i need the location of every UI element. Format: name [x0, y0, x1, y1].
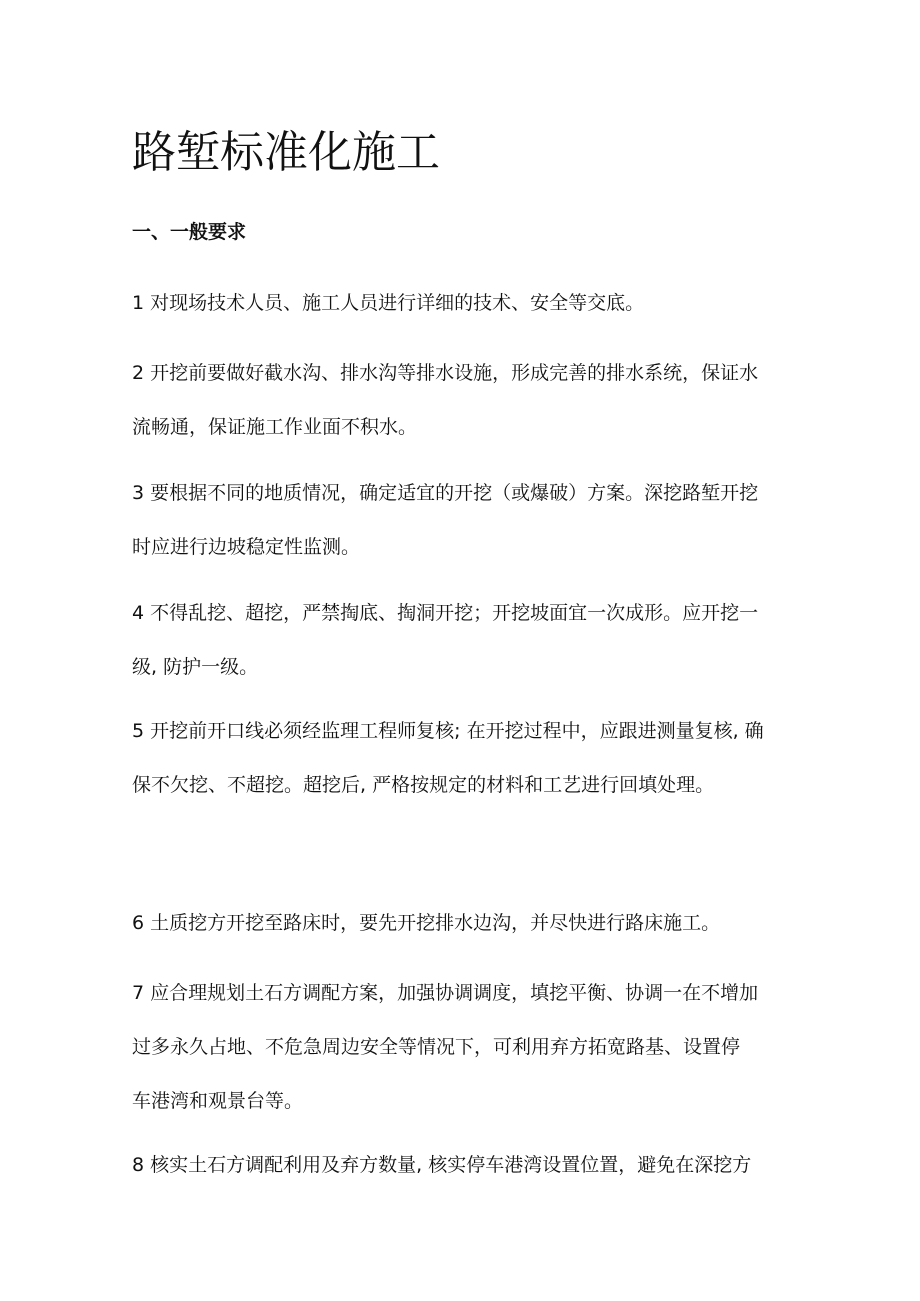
paragraph-line: 6 土质挖方开挖至路床时，要先开挖排水边沟，并尽快进行路床施工。: [132, 912, 721, 934]
document-title: 路堑标准化施工: [132, 127, 440, 178]
section-heading: 一、一般要求: [132, 221, 247, 243]
paragraph-line: 级, 防护一级。: [132, 656, 259, 678]
paragraph-line: 时应进行边坡稳定性监测。: [132, 536, 361, 558]
paragraph-line: 8 核实土石方调配利用及弃方数量, 核实停车港湾设置位置，避免在深挖方: [132, 1154, 752, 1176]
paragraph-1: [132, 276, 792, 330]
paragraph-3: [132, 466, 792, 574]
paragraph-5: [132, 704, 792, 812]
paragraph-line: 5 开挖前开口线必须经监理工程师复核; 在开挖过程中，应跟进测量复核, 确: [132, 720, 764, 742]
paragraph-line: 保不欠挖、不超挖。超挖后, 严格按规定的材料和工艺进行回填处理。: [132, 774, 715, 796]
paragraph-8: [132, 1138, 792, 1192]
paragraph-line: 流畅通，保证施工作业面不积水。: [132, 416, 418, 438]
paragraph-line: 7 应合理规划土石方调配方案，加强协调调度，填挖平衡、协调一在不增加: [132, 982, 759, 1004]
paragraph-4: [132, 586, 792, 694]
paragraph-7: [132, 966, 792, 1128]
paragraph-6: [132, 896, 792, 950]
paragraph-line: 车港湾和观景台等。: [132, 1090, 304, 1112]
paragraph-line: 1 对现场技术人员、施工人员进行详细的技术、安全等交底。: [132, 292, 645, 314]
paragraph-line: 过多永久占地、不危急周边安全等情况下，可利用弃方拓宽路基、设置停: [132, 1036, 741, 1058]
paragraph-line: 3 要根据不同的地质情况，确定适宜的开挖（或爆破）方案。深挖路堑开挖: [132, 482, 759, 504]
paragraph-line: 4 不得乱挖、超挖，严禁掏底、掏洞开挖；开挖坡面宜一次成形。应开挖一: [132, 602, 759, 624]
paragraph-2: [132, 346, 792, 454]
paragraph-line: 2 开挖前要做好截水沟、排水沟等排水设施，形成完善的排水系统，保证水: [132, 362, 759, 384]
